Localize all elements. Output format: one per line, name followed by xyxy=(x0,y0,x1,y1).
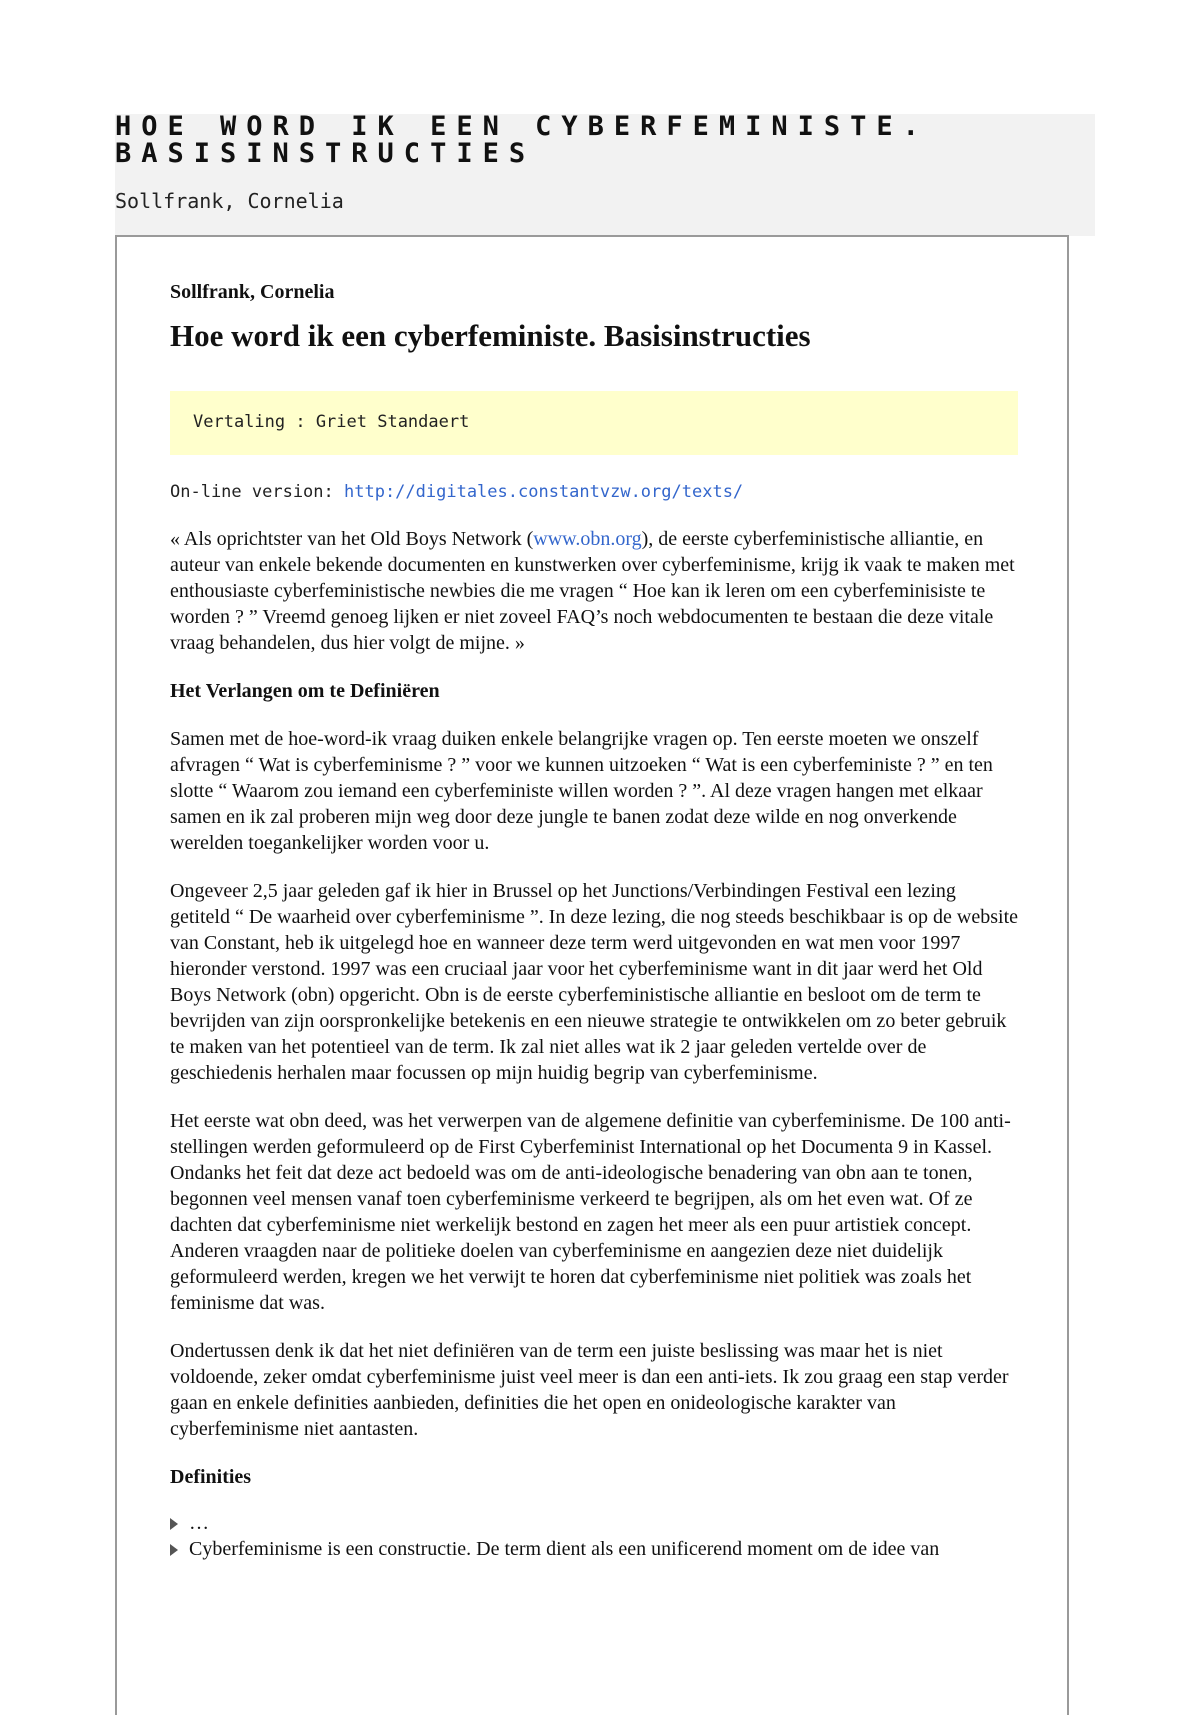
obn-link[interactable]: www.obn.org xyxy=(533,528,642,550)
list-item-text: Cyberfeminisme is een constructie. De term dient als een unificerend moment om de idee van xyxy=(189,1538,940,1560)
list-item xyxy=(170,1536,1018,1562)
body-paragraph: Ongeveer 2,5 jaar geleden gaf ik hier in Brussel op het Junctions/Verbindingen Festival een lezing getiteld “ De waarheid over cyberfeminisme ”. In deze lezing, die nog steeds beschikbaar is op de website van Constant, heb ik uitgelegd hoe en wanneer deze term werd uitgevonden en wat men voor 1997 hieronder verstond. 1997 was een cruciaal jaar voor het cyberfeminisme want in dit jaar werd het Old Boys Network (obn) opgericht. Obn is de eerste cyberfeministische alliantie en besloot om de term te bevrijden van zijn oorspronkelijke betekenis en een nieuwe strategie te ontwikkelen om zo beter gebruik te maken van het potentieel van de term. Ik zal niet alles wat ik 2 jaar geleden vertelde over de geschiedenis herhalen maar focussen op mijn huidig begrip van cyberfeminisme. xyxy=(170,880,1019,1084)
article-frame xyxy=(115,235,1069,1715)
article-title: Hoe word ik een cyberfeministe. Basisinstructies xyxy=(170,318,811,353)
document-author: Sollfrank, Cornelia xyxy=(115,189,344,213)
document-title: HOE WORD IK EEN CYBERFEMINISTE. BASISINSTRUCTIES xyxy=(115,111,929,169)
intro-text-after: ), de eerste cyberfeministische alliantie, en auteur van enkele bekende documenten en kunstwerken over cyberfeminisme, krijg ik vaak te maken met enthousiaste cyberfeministische newbies die me vragen “ Hoe kan ik leren om een cyberfeminisiste te worden ? ” Vreemd genoeg lijken er niet zoveel FAQ’s noch webdocumenten te bestaan die deze vitale vraag behandelen, dus hier volgt de mijne. » xyxy=(170,528,1015,654)
online-version-label: On-line version: xyxy=(170,482,344,502)
article-content xyxy=(170,279,1018,1562)
article-author: Sollfrank, Cornelia xyxy=(170,281,335,303)
triangle-bullet-icon xyxy=(170,1544,178,1556)
section-heading-defining: Het Verlangen om te Definiëren xyxy=(170,680,440,702)
intro-paragraph xyxy=(170,526,1018,656)
list-item xyxy=(170,1510,1018,1536)
list-item-text: … xyxy=(189,1512,209,1534)
section-heading-definitions: Definities xyxy=(170,1466,252,1488)
body-paragraph: Ondertussen denk ik dat het niet definiëren van de term een juiste beslissing was maar het is niet voldoende, zeker omdat cyberfeminisme juist veel meer is dan een anti-iets. Ik zou graag een stap verder gaan en enkele definities aanbieden, definities die het open en onideologische karakter van cyberfeminisme niet aantasten. xyxy=(170,1340,1009,1440)
definitions-list xyxy=(170,1510,1018,1562)
translation-note: Vertaling : Griet Standaert xyxy=(170,391,1018,455)
online-version-link[interactable]: http://digitales.constantvzw.org/texts/ xyxy=(344,482,744,502)
body-paragraph: Het eerste wat obn deed, was het verwerpen van de algemene definitie van cyberfeminisme. De 100 anti-stellingen werden geformuleerd op de First Cyberfeminist International op het Documenta 9 in Kassel. Ondanks het feit dat deze act bedoeld was om de anti-ideologische benadering van obn aan te tonen, begonnen veel mensen vanaf toen cyberfeminisme verkeerd te begrijpen, als om het even wat. Of ze dachten dat cyberfeminisme niet werkelijk bestond en zagen het meer als een puur artistiek concept. Anderen vraagden naar de politieke doelen van cyberfeminisme en aangezien deze niet duidelijk geformuleerd werden, kregen we het verwijt te horen dat cyberfeminisme niet politiek was zoals het feminisme dat was. xyxy=(170,1110,1011,1314)
triangle-bullet-icon xyxy=(170,1518,178,1530)
intro-text-before: « Als oprichtster van het Old Boys Network ( xyxy=(170,528,534,550)
online-version-line xyxy=(170,480,1018,504)
body-paragraph: Samen met de hoe-word-ik vraag duiken enkele belangrijke vragen op. Ten eerste moeten we onszelf afvragen “ Wat is cyberfeminisme ? ” voor we kunnen uitzoeken “ Wat is een cyberfeministe ? ” en ten slotte “ Waarom zou iemand een cyberfeministe willen worden ? ”. Al deze vragen hangen met elkaar samen en ik zal proberen mijn weg door deze jungle te banen zodat deze wilde en nog onverkende werelden toegankelijker worden voor u. xyxy=(170,728,993,854)
